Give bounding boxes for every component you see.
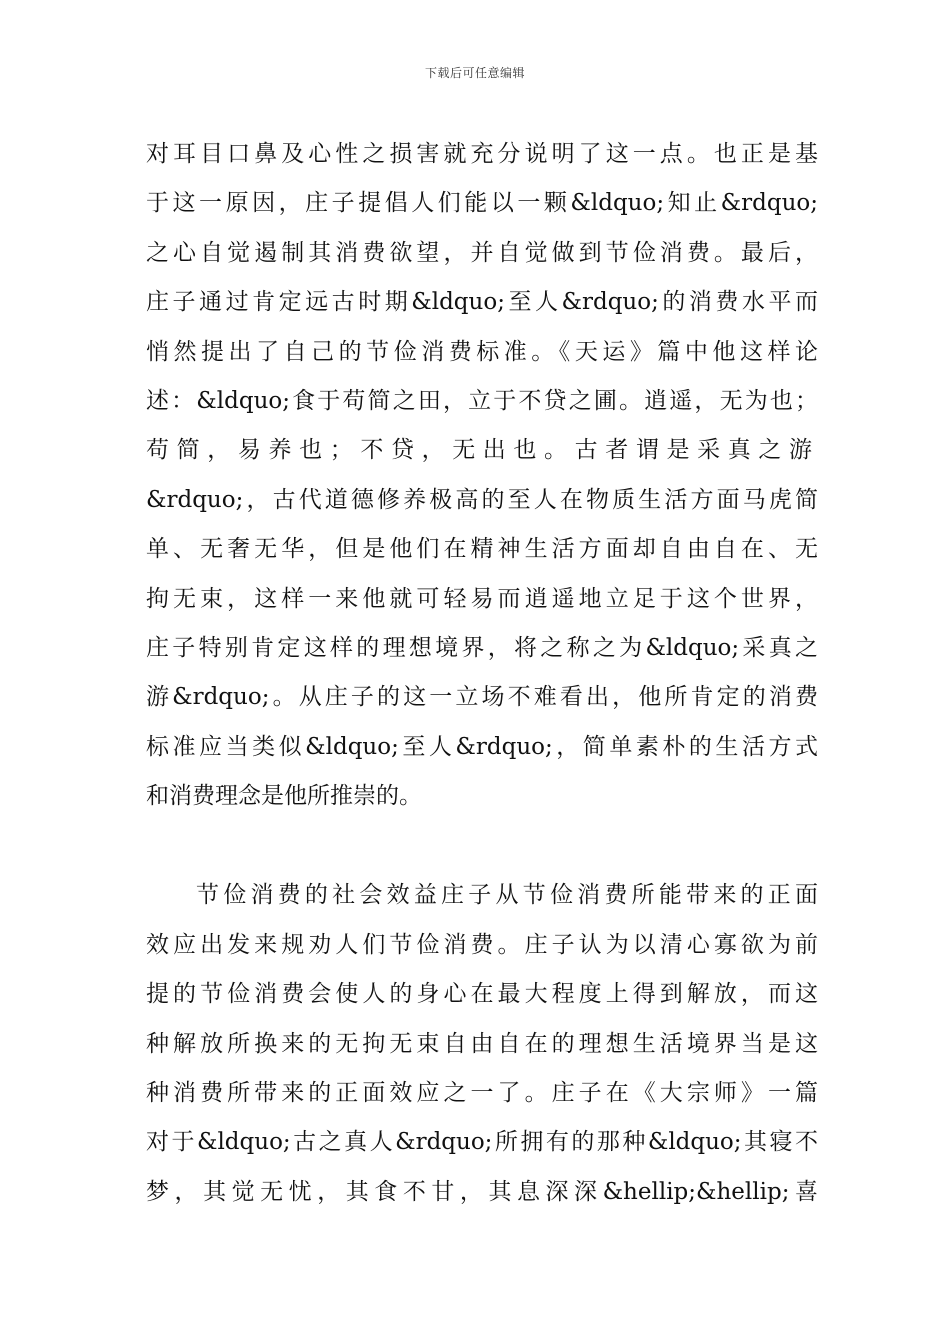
text-line: 和消费理念是他所推崇的。 [146,783,422,810]
text-line: 节俭消费的社会效益庄子从节俭消费所能带来的正面 [196,882,818,909]
text-line: 悄然提出了自己的节俭消费标准。《天运》篇中他这样论 [146,338,818,365]
paragraph [146,130,818,821]
paragraph-gap [146,821,818,871]
text-line: 效应出发来规劝人们节俭消费。庄子认为以清心寡欲为前 [146,931,818,958]
text-line: 标准应当类似&ldquo;至人&rdquo;，简单素朴的生活方式 [146,733,818,760]
text-line: 种消费所带来的正面效应之一了。庄子在《大宗师》一篇 [146,1080,818,1107]
text-line: 于这一原因，庄子提倡人们能以一颗&ldquo;知止&rdquo; [146,190,818,217]
text-line: 苟简，易养也；不贷，无出也。古者谓是采真之游 [146,437,818,464]
document-body [146,130,818,1217]
text-line: 提的节俭消费会使人的身心在最大程度上得到解放，而这 [146,981,818,1008]
text-line: 拘无束，这样一来他就可轻易而逍遥地立足于这个世界， [146,585,818,612]
page-header: 下载后可任意编辑 [424,66,525,80]
text-line: &rdquo;，古代道德修养极高的至人在物质生活方面马虎简 [146,486,818,513]
text-line: 单、无奢无华，但是他们在精神生活方面却自由自在、无 [146,536,818,563]
text-line: 庄子特别肯定这样的理想境界，将之称之为&ldquo;采真之 [146,634,818,661]
text-line: 游&rdquo;。从庄子的这一立场不难看出，他所肯定的消费 [146,684,818,711]
text-line: 之心自觉遏制其消费欲望，并自觉做到节俭消费。最后， [146,239,818,266]
text-line: 述：&ldquo;食于苟简之田，立于不贷之圃。逍遥，无为也； [146,387,818,414]
text-line: 梦，其觉无忧，其食不甘，其息深深&hellip;&hellip;喜 [146,1178,818,1205]
text-line: 对于&ldquo;古之真人&rdquo;所拥有的那种&ldquo;其寝不 [146,1129,818,1156]
paragraph [146,871,818,1217]
text-line: 庄子通过肯定远古时期&ldquo;至人&rdquo;的消费水平而 [146,289,818,316]
text-line: 对耳目口鼻及心性之损害就充分说明了这一点。也正是基 [146,141,818,167]
text-line: 种解放所换来的无拘无束自由自在的理想生活境界当是这 [146,1030,818,1057]
